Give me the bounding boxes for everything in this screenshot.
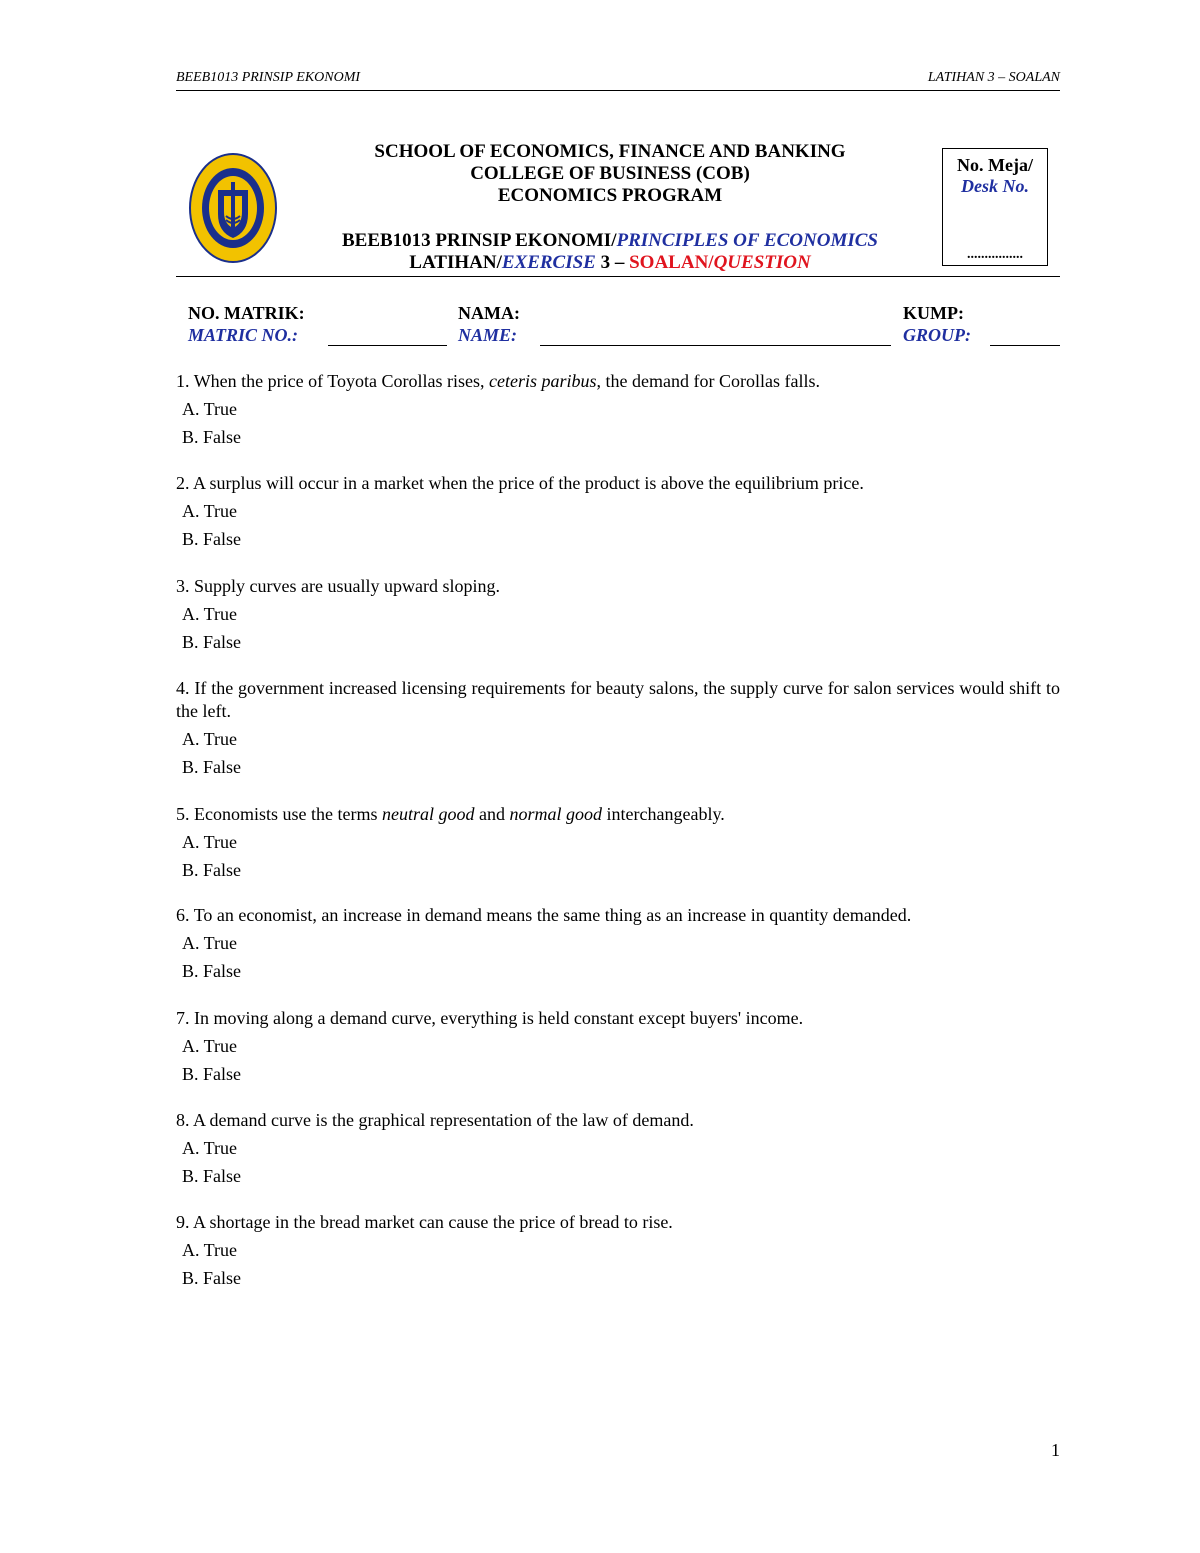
name-field-label	[458, 302, 520, 346]
option-false[interactable]: B. False	[182, 961, 242, 981]
question-4	[176, 677, 1060, 779]
group-label: KUMP:	[903, 303, 964, 323]
question-text: 6. To an economist, an increase in demand means the same thing as an increase in quantity demanded.	[176, 905, 912, 925]
option-true[interactable]: A. True	[182, 1036, 238, 1056]
question-6	[176, 904, 1060, 983]
desk-label-english: Desk No.	[961, 176, 1029, 196]
group-input-line[interactable]	[990, 345, 1060, 346]
option-true[interactable]: A. True	[182, 1240, 238, 1260]
option-false[interactable]: B. False	[182, 1166, 242, 1186]
running-header-section: LATIHAN 3 – SOALAN	[927, 70, 1060, 85]
course-title	[330, 230, 890, 252]
matric-field-label	[188, 302, 305, 346]
option-false[interactable]: B. False	[182, 860, 242, 880]
name-sublabel: NAME:	[458, 325, 518, 345]
institution-header	[330, 141, 890, 274]
option-false[interactable]: B. False	[182, 1064, 242, 1084]
exercise-title	[330, 252, 890, 274]
desk-number-box[interactable]	[942, 148, 1048, 266]
desk-number-blank[interactable]: ................	[967, 247, 1023, 262]
question-2	[176, 472, 1060, 551]
exercise-malay: LATIHAN/	[409, 252, 502, 273]
name-label: NAMA:	[458, 303, 520, 323]
option-true[interactable]: A. True	[182, 933, 238, 953]
option-false[interactable]: B. False	[182, 529, 242, 549]
group-field-label	[903, 302, 971, 346]
type-english: QUESTION	[713, 252, 811, 273]
option-true[interactable]: A. True	[182, 1138, 238, 1158]
question-text: 9. A shortage in the bread market can cause the price of bread to rise.	[176, 1212, 673, 1232]
question-8	[176, 1109, 1060, 1188]
name-input-line[interactable]	[540, 345, 891, 346]
question-9	[176, 1211, 1060, 1290]
option-true[interactable]: A. True	[182, 729, 238, 749]
desk-label-malay: No. Meja/	[957, 155, 1033, 175]
option-true[interactable]: A. True	[182, 399, 238, 419]
header-divider	[176, 276, 1060, 277]
question-text: 2. A surplus will occur in a market when the price of the product is above the equilibrium price.	[176, 473, 864, 493]
matric-label: NO. MATRIK:	[188, 303, 305, 323]
question-1	[176, 370, 1060, 449]
exercise-english: EXERCISE	[501, 252, 596, 273]
matric-sublabel: MATRIC NO.:	[188, 325, 299, 345]
option-true[interactable]: A. True	[182, 501, 238, 521]
option-true[interactable]: A. True	[182, 832, 238, 852]
question-text: 5. Economists use the terms neutral good and normal good interchangeably.	[176, 804, 725, 824]
exercise-number: 3 –	[595, 252, 630, 273]
option-true[interactable]: A. True	[182, 604, 238, 624]
program-name: ECONOMICS PROGRAM	[497, 185, 723, 206]
question-text: 4. If the government increased licensing requirements for beauty salons, the supply curve for salon services would shift to the left.	[176, 678, 1061, 721]
question-text: 7. In moving along a demand curve, everything is held constant except buyers' income.	[176, 1008, 804, 1028]
question-3	[176, 575, 1060, 654]
option-false[interactable]: B. False	[182, 757, 242, 777]
question-text: 3. Supply curves are usually upward sloping.	[176, 576, 500, 596]
course-english: PRINCIPLES OF ECONOMICS	[616, 230, 878, 251]
type-malay: SOALAN/	[629, 252, 714, 273]
university-crest-icon	[188, 152, 278, 265]
question-text: 1. When the price of Toyota Corollas rises, ceteris paribus, the demand for Corollas falls.	[176, 371, 820, 391]
page-number: 1	[1051, 1440, 1060, 1460]
course-code: BEEB1013 PRINSIP EKONOMI/	[341, 230, 617, 251]
school-name: SCHOOL OF ECONOMICS, FINANCE AND BANKING	[374, 141, 846, 162]
option-false[interactable]: B. False	[182, 632, 242, 652]
running-header	[176, 70, 1060, 91]
matric-input-line[interactable]	[328, 345, 447, 346]
option-false[interactable]: B. False	[182, 1268, 242, 1288]
option-false[interactable]: B. False	[182, 427, 242, 447]
college-name: COLLEGE OF BUSINESS (COB)	[470, 163, 750, 184]
running-header-course: BEEB1013 PRINSIP EKONOMI	[176, 70, 361, 85]
group-sublabel: GROUP:	[903, 325, 971, 345]
question-7	[176, 1007, 1060, 1086]
question-5	[176, 803, 1060, 882]
question-text: 8. A demand curve is the graphical representation of the law of demand.	[176, 1110, 694, 1130]
